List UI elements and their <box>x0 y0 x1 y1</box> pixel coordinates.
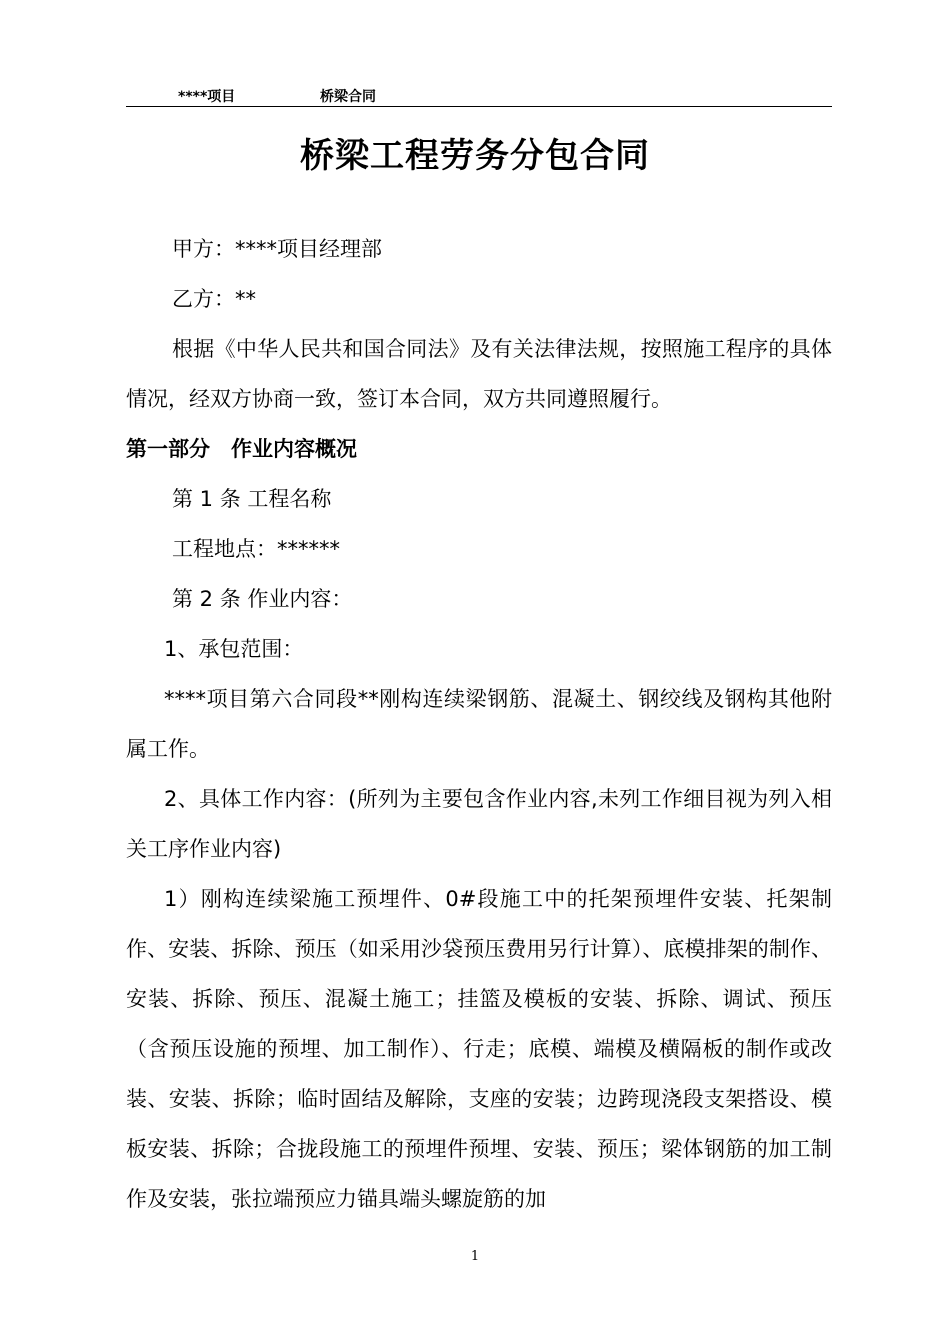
document-body <box>126 224 832 1224</box>
item-2-1-text: 1）刚构连续梁施工预埋件、0#段施工中的托架预埋件安装、托架制作、安装、拆除、预压（如采用沙袋预压费用另行计算）、底模排架的制作、安装、拆除、预压、混凝土施工；挂篮及模板的安装、拆除、调试、预压（含预压设施的预埋、加工制作）、行走；底模、端模及横隔板的制作或改装、安装、拆除；临时固结及解除，支座的安装；边跨现浇段支架搭设、模板安装、拆除；合拢段施工的预埋件预埋、安装、预压；梁体钢筋的加工制作及安装，张拉端预应力锚具端头螺旋筋的加 <box>126 887 832 1211</box>
article-2: 第 2 条 作业内容： <box>172 587 353 611</box>
item-1-text: ****项目第六合同段**刚构连续梁钢筋、混凝土、钢绞线及钢构其他附属工作。 <box>126 687 832 761</box>
document-title: 桥梁工程劳务分包合同 <box>300 136 650 176</box>
header-project-name: ****项目 <box>178 89 236 105</box>
article-1: 第 1 条 工程名称 <box>172 487 332 511</box>
item-2-text: 2、具体工作内容：(所列为主要包含作业内容,未列工作细目视为列入相关工序作业内容) <box>126 787 832 861</box>
intro-paragraph: 根据《中华人民共和国合同法》及有关法律法规，按照施工程序的具体情况，经双方协商一致，签订本合同，双方共同遵照履行。 <box>126 337 832 411</box>
page-header <box>126 86 832 107</box>
header-contract-name: 桥梁合同 <box>320 89 376 105</box>
page-number: 1 <box>470 1249 480 1264</box>
section-heading-part1: 第一部分 作业内容概况 <box>126 437 357 461</box>
item-1-label: 1、承包范围： <box>164 637 304 661</box>
party-a: 甲方：****项目经理部 <box>172 237 382 261</box>
party-b: 乙方：** <box>172 287 256 311</box>
project-location: 工程地点：****** <box>172 537 340 561</box>
